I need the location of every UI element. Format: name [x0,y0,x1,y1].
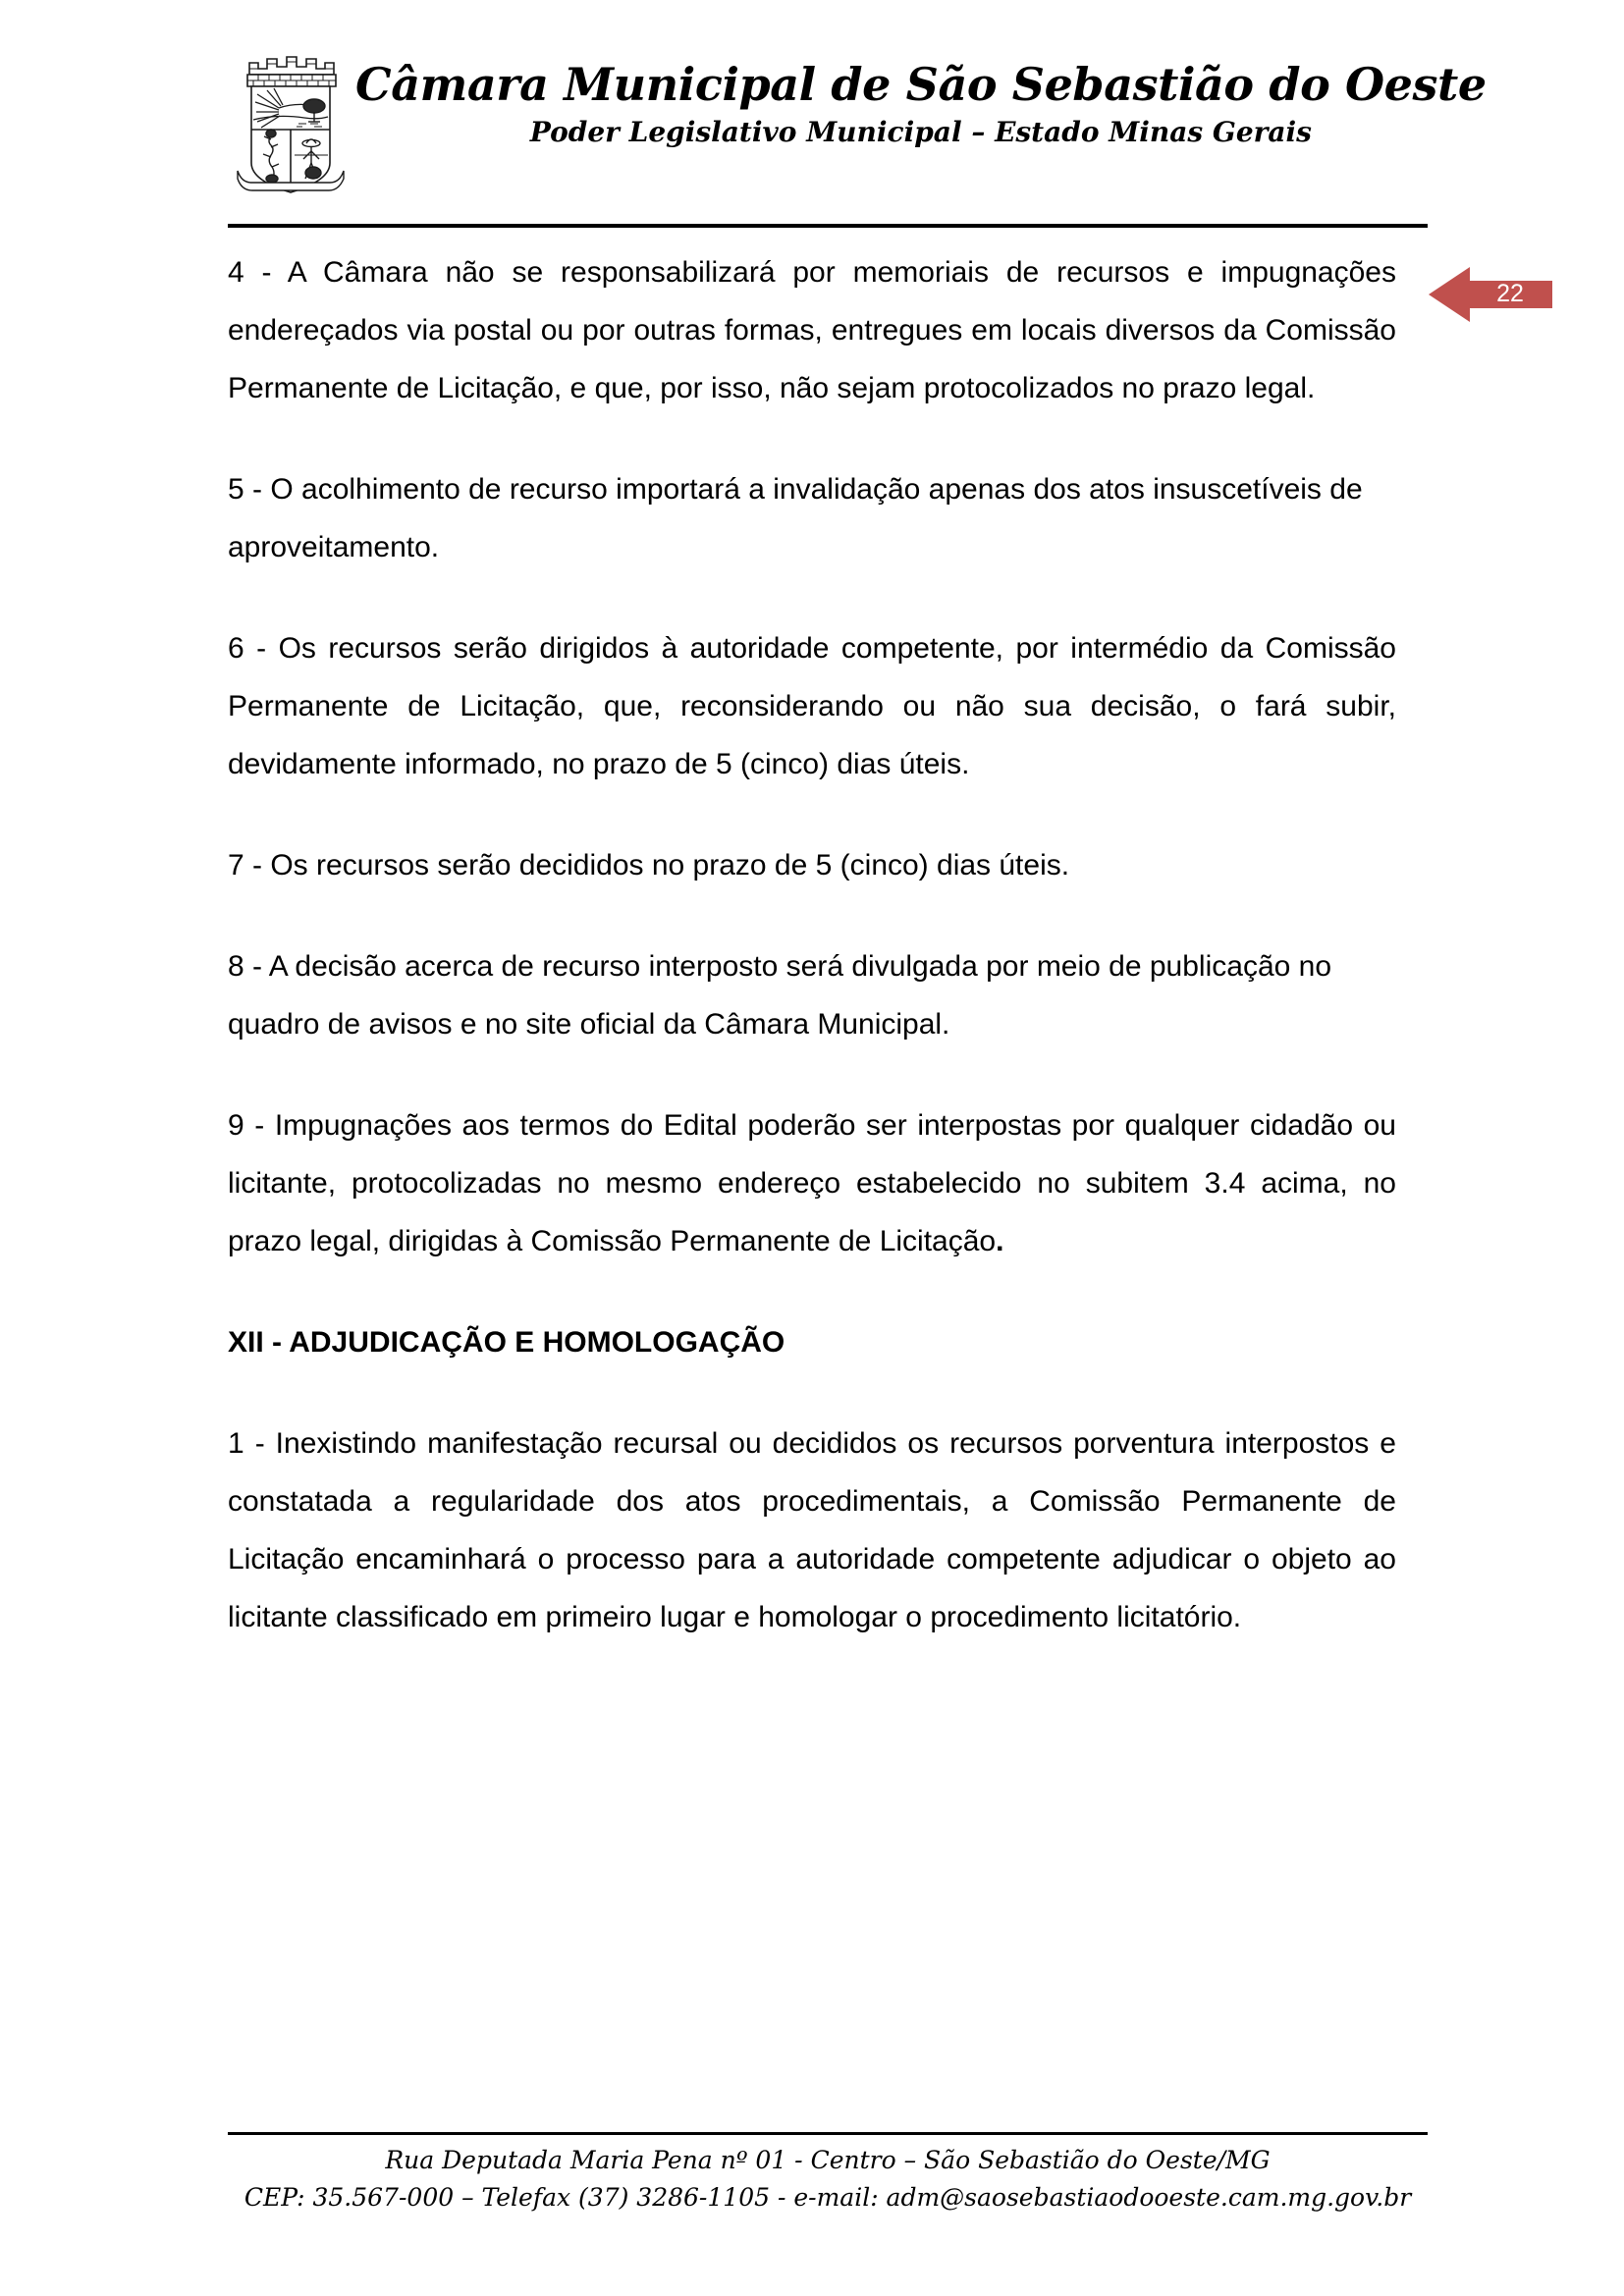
institution-subtitle: Poder Legislativo Municipal – Estado Minas Gerais [529,116,1312,149]
paragraph-item-5: 5 - O acolhimento de recurso importará a invalidação apenas dos atos insuscetíveis de aproveitamento. [228,473,1363,563]
page-number-arrow-marker [1429,261,1552,328]
coat-of-arms-icon [228,45,346,194]
institution-title: Câmara Municipal de São Sebastião do Oeste [355,58,1487,111]
paragraph-item-9-text: 9 - Impugnações aos termos do Edital poderão ser interpostas por qualquer cidadão ou licitante, protocolizadas no mesmo endereço estabelecido no subitem 3.4 acima, no prazo legal, dirigidas à Comissão Permanente de Licitação [228,1109,1396,1257]
paragraph-item-9-period: . [996,1225,1004,1257]
paragraph-item-9 [228,1096,1396,1270]
header-text-block [346,37,1487,149]
footer-divider [228,2132,1428,2135]
paragraph-item-8: 8 - A decisão acerca de recurso interposto será divulgada por meio de publicação no quadro de avisos e no site oficial da Câmara Municipal. [228,950,1332,1041]
paragraph-item-7: 7 - Os recursos serão decididos no prazo de 5 (cinco) dias úteis. [228,849,1070,881]
section-heading-xii: XII - ADJUDICAÇÃO E HOMOLOGAÇÃO [228,1326,785,1359]
page-number-label: 22 [1496,280,1524,307]
paragraph-item-6: 6 - Os recursos serão dirigidos à autoridade competente, por intermédio da Comissão Permanente de Licitação, que, reconsiderando ou não sua decisão, o fará subir, devidamente informado, no prazo de 5 (cinco) dias úteis. [228,632,1396,780]
paragraph-xii-item-1: 1 - Inexistindo manifestação recursal ou decididos os recursos porventura interpostos e constatada a regularidade dos atos procedimentais, a Comissão Permanente de Licitação encaminhará o processo para a autoridade competente adjudicar o objeto ao licitante classificado em primeiro lugar e homologar o procedimento licitatório. [228,1427,1396,1633]
footer-address-line: Rua Deputada Maria Pena nº 01 - Centro – São Sebastião do Oeste/MG [385,2146,1271,2174]
header-divider [228,224,1428,228]
header-inner [228,37,1487,194]
document-footer [228,2142,1428,2216]
document-header [0,0,1624,231]
document-body [228,243,1396,1689]
footer-contact-line: CEP: 35.567-000 – Telefax (37) 3286-1105 - e-mail: adm@saosebastiaodooeste.cam.mg.gov.br [244,2183,1412,2212]
paragraph-item-4: 4 - A Câmara não se responsabilizará por memoriais de recursos e impugnações endereçados via postal ou por outras formas, entregues em locais diversos da Comissão Permanente de Licitação, e que, por isso, não sejam protocolizados no prazo legal. [228,256,1396,404]
